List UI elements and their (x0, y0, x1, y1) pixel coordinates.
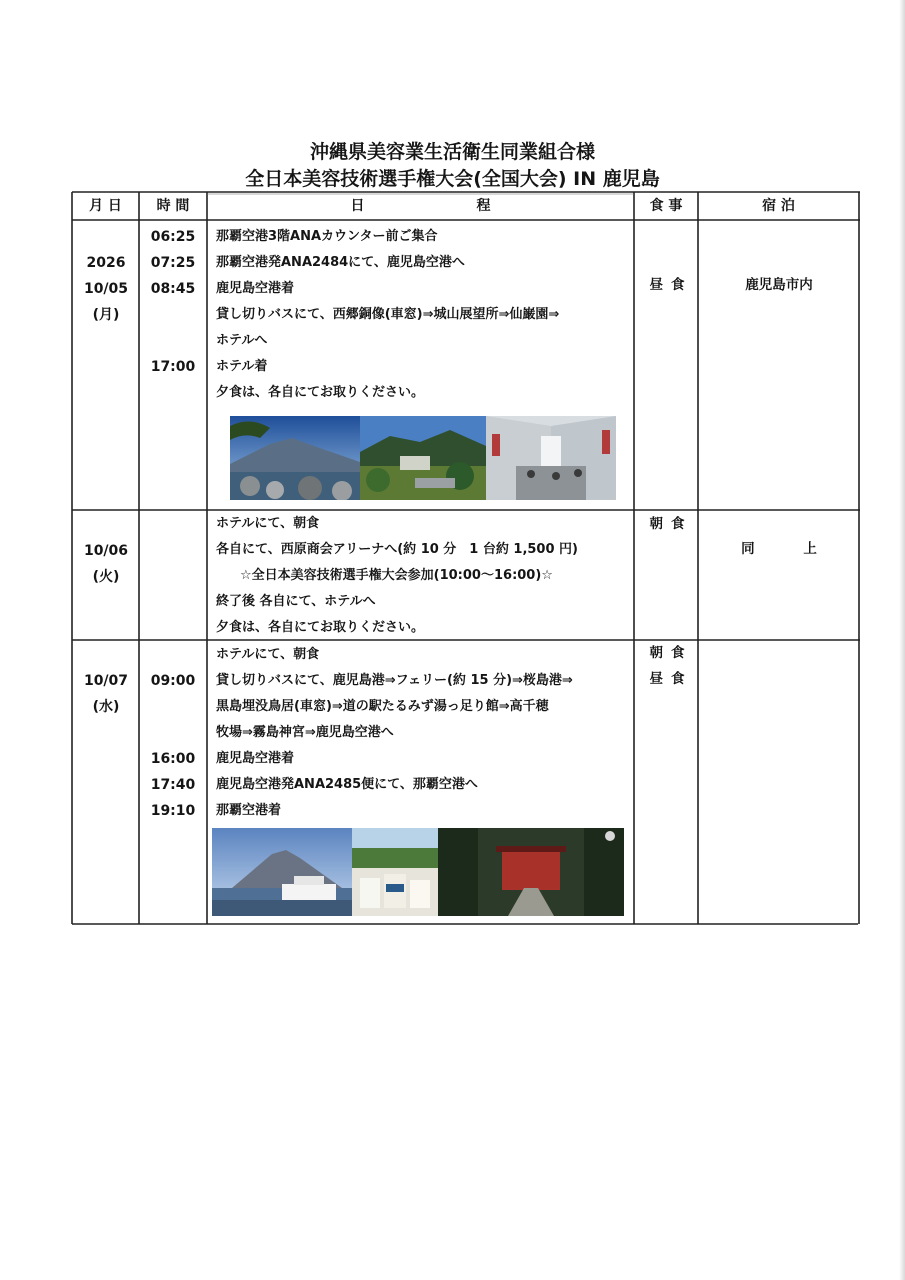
time-slot: 16:00 (150, 751, 196, 767)
schedule-line: 那覇空港発ANA2484にて、鹿児島空港へ (216, 255, 465, 270)
day1-month-day: 10/05 (83, 281, 129, 297)
day1-date (74, 250, 138, 328)
header-time: 時 間 (156, 198, 190, 214)
photo-sengan-garden (360, 416, 486, 500)
time-slot: 17:40 (150, 777, 196, 793)
time-slot (140, 328, 206, 354)
day3-schedule (216, 642, 632, 824)
day1-photo-strip (230, 416, 616, 500)
schedule-line: 各自にて、西原商会アリーナへ(約 10 分 1 台約 1,500 円) (216, 542, 578, 557)
header-stay: 宿 泊 (762, 198, 795, 214)
document-title-line2: 全日本美容技術選手権大会(全国大会) IN 鹿児島 (245, 168, 660, 190)
day1-times (140, 224, 206, 380)
day1-schedule (216, 224, 632, 406)
time-slot: 09:00 (150, 673, 196, 689)
day2-weekday: (火) (92, 569, 120, 585)
schedule-line: 鹿児島空港着 (216, 281, 295, 296)
day1-weekday: (月) (92, 307, 120, 323)
header-date: 月 日 (89, 198, 122, 214)
schedule-line: 那覇空港3階ANAカウンター前ご集合 (216, 229, 438, 244)
time-slot: 06:25 (150, 229, 196, 245)
schedule-line: 貸し切りバスにて、西郷銅像(車窓)⇒城山展望所⇒仙巌園⇒ (216, 307, 560, 322)
day2-date (74, 538, 138, 590)
schedule-line: 夕食は、各自にてお取りください。 (216, 385, 425, 400)
schedule-line: ホテルにて、朝食 (216, 647, 320, 662)
header-meal: 食 事 (649, 198, 683, 214)
day1-year: 2026 (86, 255, 126, 271)
day3-weekday: (水) (92, 699, 120, 715)
time-slot (140, 642, 206, 668)
schedule-line: ☆全日本美容技術選手権大会参加(10:00～16:00)☆ (240, 568, 553, 583)
schedule-line: ホテル着 (216, 359, 268, 374)
day3-date (74, 668, 138, 720)
meal-lunch: 昼食 (649, 671, 693, 687)
time-slot: 08:45 (150, 281, 196, 297)
day3-month-day: 10/07 (83, 673, 129, 689)
time-slot (140, 720, 206, 746)
photo-sakurajima-view (230, 416, 360, 500)
day3-times (140, 642, 206, 824)
schedule-line: 終了後 各自にて、ホテルへ (216, 594, 376, 609)
day2-month-day: 10/06 (83, 543, 129, 559)
day2-stay: 同 上 (741, 541, 839, 557)
schedule-line: 貸し切りバスにて、鹿児島港⇒フェリー(約 15 分)⇒桜島港⇒ (216, 673, 573, 688)
schedule-line: 那覇空港着 (216, 803, 282, 818)
time-slot (140, 302, 206, 328)
day1-meal: 昼食 (649, 277, 693, 293)
document-title-line1: 沖縄県美容業生活衛生同業組合様 (309, 141, 595, 163)
time-slot: 17:00 (150, 359, 196, 375)
photo-kirishima-shrine (438, 828, 624, 916)
day3-meals (636, 640, 698, 692)
schedule-line: 黒島埋没鳥居(車窓)⇒道の駅たるみず湯っ足り館⇒高千穂 (216, 699, 549, 714)
time-slot (140, 694, 206, 720)
time-slot: 07:25 (150, 255, 196, 271)
schedule-line: ホテルにて、朝食 (216, 516, 320, 531)
day2-meal: 朝食 (649, 516, 693, 532)
photo-ferry-sakurajima (212, 828, 352, 916)
schedule-line: 夕食は、各自にてお取りください。 (216, 620, 425, 635)
photo-takachiho-farm (352, 828, 438, 916)
meal-breakfast: 朝食 (649, 645, 693, 661)
schedule-line: 鹿児島空港発ANA2485便にて、那覇空港へ (216, 777, 478, 792)
header-schedule: 日 程 (350, 198, 491, 214)
day2-schedule (216, 511, 632, 641)
day3-photo-strip (212, 828, 624, 916)
schedule-line: 鹿児島空港着 (216, 751, 295, 766)
day1-stay: 鹿児島市内 (745, 277, 813, 293)
schedule-line: ホテルへ (216, 333, 268, 348)
schedule-line: 牧場⇒霧島神宮⇒鹿児島空港へ (216, 725, 394, 740)
photo-shopping-arcade (486, 416, 616, 500)
time-slot: 19:10 (150, 803, 196, 819)
